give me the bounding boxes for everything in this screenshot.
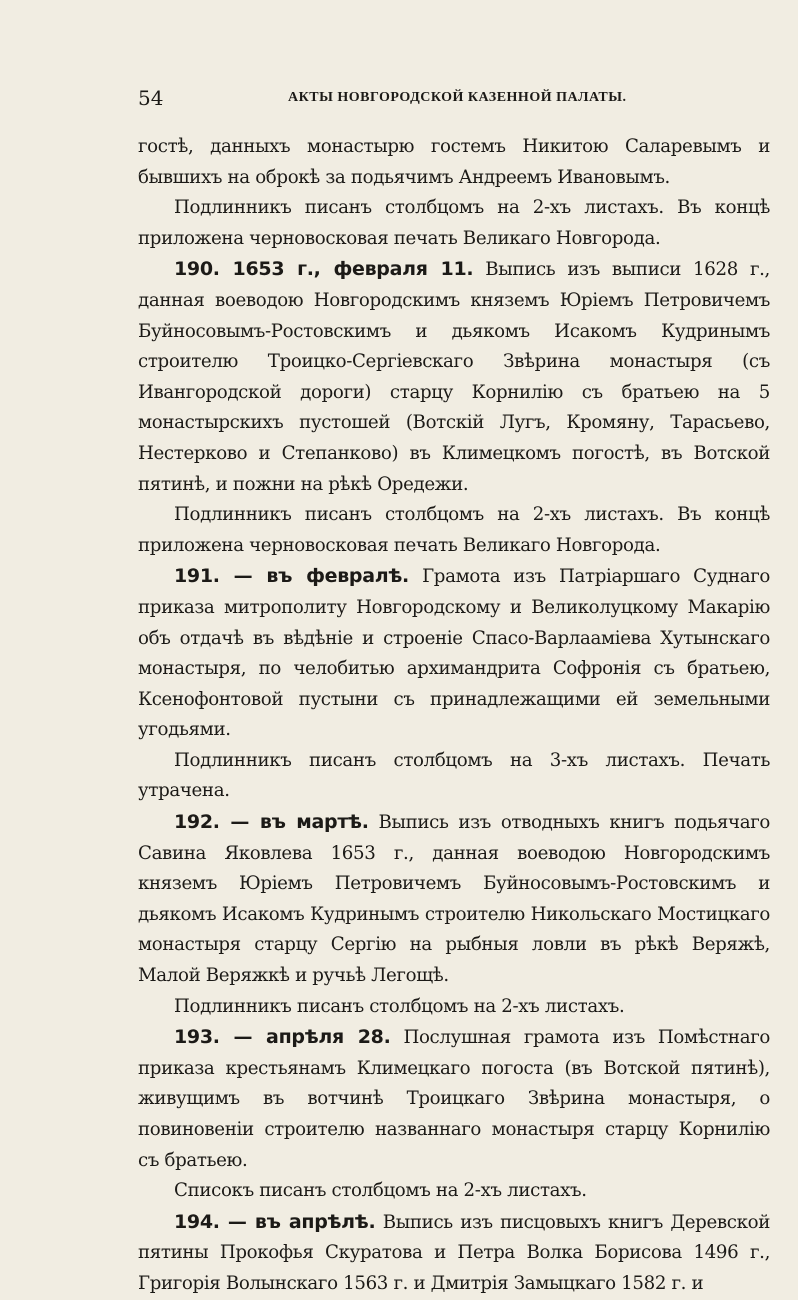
entry-194 [138,1207,770,1300]
entry-text: Выпись изъ выписи 1628 г., данная воеводою Новгородскимъ княземъ Юріемъ Петровичемъ Буйносовымъ-Ростовскимъ и дьякомъ Исакомъ Кудринымъ строителю Троицко-Сергіевскаго Звѣрина монастыря (съ Ивангородской дороги) старцу Корнилію съ братьею на 5 монастырскихъ пустошей (Вотскій Лугъ, Кромяну, Тарасьево, Нестерково и Степанково) въ Климецкомъ погостѣ, въ Вотской пятинѣ, и пожни на рѣкѣ Оредежи. [138,259,770,495]
entry-heading: 191. — въ февралѣ. [174,565,409,588]
paragraph-note [138,500,770,561]
page-number: 54 [138,86,164,110]
entry-193 [138,1022,770,1176]
paragraph-note [138,746,770,807]
paragraph-note [138,193,770,254]
entry-heading: 193. — апрѣля 28. [174,1026,391,1049]
paragraph-text: Списокъ писанъ столбцомъ на 2-хъ листахъ. [174,1180,587,1202]
paragraph-text: Подлинникъ писанъ столбцомъ на 2-хъ листахъ. [174,995,625,1017]
body-text [138,132,770,1300]
page-header [138,84,770,118]
running-title: АКТЫ НОВГОРОДСКОЙ КАЗЕННОЙ ПАЛАТЫ. [288,90,627,105]
entry-190 [138,254,770,500]
entry-text: Грамота изъ Патріаршаго Суднаго приказа митрополиту Новгородскому и Великолуцкому Макарію объ отдачѣ въ вѣдѣніе и строеніе Спасо-Варлааміева Хутынскаго монастыря, по челобитью архимандрита Софронія съ братьею, Ксенофонтовой пустыни съ принадлежащими ей земельными угодьями. [138,566,770,741]
entry-heading: 190. 1653 г., февраля 11. [174,258,474,281]
entry-text: Выпись изъ отводныхъ книгъ подьячаго Савина Яковлева 1653 г., данная воеводою Новгородскимъ княземъ Юріемъ Петровичемъ Буйносовымъ-Ростовскимъ и дьякомъ Исакомъ Кудринымъ строителю Никольскаго Мостицкаго монастыря старцу Сергію на рыбныя ловли въ рѣкѣ Веряжѣ, Малой Веряжкѣ и ручьѣ Легощѣ. [138,812,771,987]
entry-text: Послушная грамота изъ Помѣстнаго приказа крестьянамъ Климецкаго погоста (въ Вотской пятинѣ), живущимъ въ вотчинѣ Троицкаго Звѣрина монастыря, о повиновеніи строителю названнаго монастыря старцу Корнилію съ братьею. [138,1027,770,1171]
paragraph-note [138,1176,770,1207]
entry-text: Выпись изъ писцовыхъ книгъ Деревской пятины Прокофья Скуратова и Петра Волка Борисова 1496 г., Григорія Волынскаго 1563 г. и Дмитрія Замыцкаго 1582 г. и [138,1211,770,1294]
paragraph-text: Подлинникъ писанъ столбцомъ на 3-хъ листахъ. Печать утрачена. [138,749,770,802]
paragraph-text: Подлинникъ писанъ столбцомъ на 2-хъ листахъ. Въ концѣ приложена черновосковая печать Великаго Новгорода. [138,504,770,556]
paragraph-note [138,992,770,1023]
entry-heading: 192. — въ мартѣ. [174,811,369,834]
paragraph-text: гостѣ, данныхъ монастырю гостемъ Никитою Саларевымъ и бывшихъ на оброкѣ за подьячимъ Андреемъ Ивановымъ. [138,136,770,188]
paragraph-continuation [138,132,770,193]
paragraph-text: Подлинникъ писанъ столбцомъ на 2-хъ листахъ. Въ концѣ приложена черновосковая печать Великаго Новгорода. [138,197,770,249]
entry-192 [138,807,770,992]
entry-heading: 194. — въ апрѣлѣ. [174,1210,376,1233]
entry-191 [138,561,770,746]
